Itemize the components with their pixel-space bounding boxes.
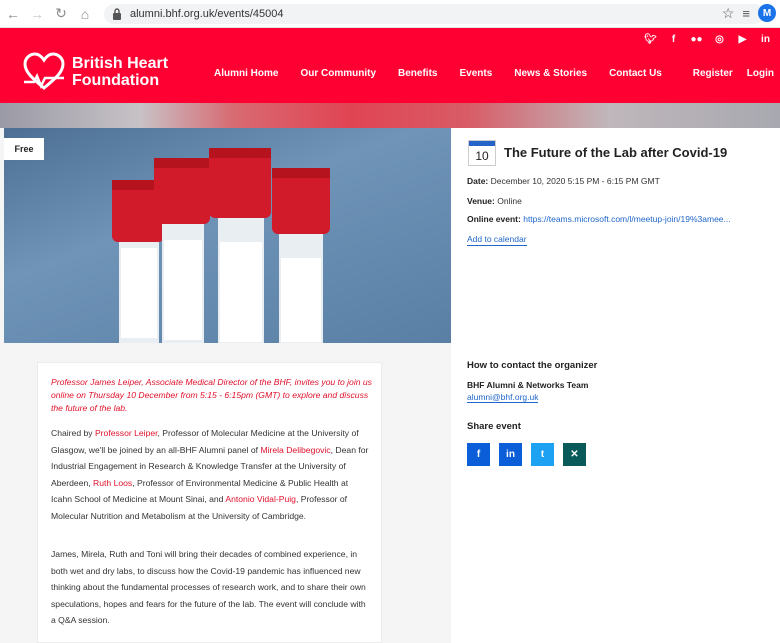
forward-icon[interactable]: → xyxy=(30,5,44,22)
event-venue-row xyxy=(467,196,522,206)
nav-benefits[interactable]: Benefits xyxy=(398,68,438,79)
discussion-paragraph: James, Mirela, Ruth and Toni will bring their decades of combined experience, in both wet and dry labs, to discuss how the Covid-19 pandemic has influenced new thinking about the fundamental processes of research work, and to share their own speculations, hopes and fears for the future of the lab. The event will conclude with a Q&A session. xyxy=(51,549,366,625)
panel-paragraph xyxy=(51,425,371,524)
share-buttons xyxy=(467,443,586,466)
antonio-link[interactable]: Antonio Vidal-Puig xyxy=(225,494,296,504)
flickr-icon[interactable]: ●● xyxy=(690,34,703,45)
nav-events[interactable]: Events xyxy=(459,68,493,79)
event-intro: Professor James Leiper, Associate Medical Director of the BHF, invites you to join us online on Thursday 10 December from 5:15 - 6:15pm (GMT) to explore and discuss the future of the lab. xyxy=(51,377,372,413)
user-nav xyxy=(693,68,774,79)
para-text: Chaired by xyxy=(51,428,95,438)
venue-label: Venue: xyxy=(467,196,495,206)
online-label: Online event: xyxy=(467,214,521,224)
lock-icon xyxy=(112,8,124,20)
browser-toolbar xyxy=(0,0,780,28)
linkedin-share-icon[interactable]: in xyxy=(499,443,522,466)
para-text: , Professor of Molecular Nutrition and Metabolism at the University of Cambridge. xyxy=(51,494,348,521)
sidebar-details xyxy=(451,343,780,643)
price-badge: Free xyxy=(4,138,44,160)
facebook-icon[interactable]: f xyxy=(671,34,676,45)
leiper-link[interactable]: Professor Leiper xyxy=(94,428,158,438)
event-description-card xyxy=(37,362,382,643)
add-to-calendar-link[interactable]: Add to calendar xyxy=(467,234,527,244)
nav-news-stories[interactable]: News & Stories xyxy=(514,68,588,79)
nav-our-community[interactable]: Our Community xyxy=(300,68,377,79)
date-label: Date: xyxy=(467,176,489,186)
nav-contact-us[interactable]: Contact Us xyxy=(609,68,662,79)
contact-heading: How to contact the organizer xyxy=(467,360,598,371)
ruth-link[interactable]: Ruth Loos xyxy=(93,477,133,488)
event-online-row xyxy=(467,214,731,224)
event-info-panel xyxy=(451,128,780,343)
organizer-name: BHF Alumni & Networks Team xyxy=(467,380,589,390)
logo-line2: Foundation xyxy=(72,72,160,89)
para-text: , Dean for Industrial Engagement in Research & Knowledge Transfer at the University of Aberdeen, xyxy=(51,444,369,488)
linkedin-icon[interactable]: in xyxy=(761,34,770,45)
twitter-share-icon[interactable]: t xyxy=(531,443,554,466)
main-nav xyxy=(214,68,684,79)
xing-share-icon[interactable]: ✕ xyxy=(563,443,586,466)
calendar-day: 10 xyxy=(475,149,489,163)
url-text: alumni.bhf.org.uk/events/45004 xyxy=(130,7,284,20)
blood-tubes-illustration xyxy=(4,128,451,343)
heart-logo-icon xyxy=(22,52,66,92)
hero-banner xyxy=(0,103,780,128)
mirela-link[interactable]: Mirela Delibegovic xyxy=(260,444,331,455)
youtube-icon[interactable]: ▶ xyxy=(738,34,747,45)
twitter-icon[interactable]: 🐦︎ xyxy=(644,34,657,45)
online-event-link[interactable]: https://teams.microsoft.com/l/meetup-join/19%3amee... xyxy=(523,214,731,224)
reload-icon[interactable]: ↻ xyxy=(55,5,67,21)
event-title: The Future of the Lab after Covid-19 xyxy=(504,145,728,160)
date-value: December 10, 2020 5:15 PM - 6:15 PM GMT xyxy=(490,176,660,186)
para-text: , Professor of Molecular Medicine at the University of Glasgow, we'll be joined by an all-BHF Alumni panel of xyxy=(51,428,359,455)
venue-value: Online xyxy=(497,196,522,206)
para-text: , Professor of Environmental Medicine & Public Health at Icahn School of Medicine at Mount Sinai, and xyxy=(51,477,349,504)
bookmark-star-icon[interactable]: ☆ xyxy=(721,4,735,21)
reading-list-icon[interactable]: ≡ xyxy=(742,5,750,21)
event-image xyxy=(4,128,451,343)
logo-line1: British Heart xyxy=(72,55,169,72)
nav-alumni-home[interactable]: Alumni Home xyxy=(214,68,279,79)
instagram-icon[interactable]: ◎ xyxy=(715,34,724,45)
calendar-icon xyxy=(468,140,496,166)
share-heading: Share event xyxy=(467,421,521,432)
social-links xyxy=(644,33,772,46)
back-icon[interactable]: ← xyxy=(6,5,20,22)
bhf-logo[interactable] xyxy=(22,52,168,92)
login-link[interactable]: Login xyxy=(746,68,774,79)
facebook-share-icon[interactable]: f xyxy=(467,443,490,466)
profile-avatar[interactable]: M xyxy=(758,4,776,22)
site-header xyxy=(0,28,780,103)
home-icon[interactable]: ⌂ xyxy=(80,5,90,22)
event-date-row xyxy=(467,176,660,186)
organizer-email-link[interactable]: alumni@bhf.org.uk xyxy=(467,392,539,402)
register-link[interactable]: Register xyxy=(692,68,733,79)
address-bar[interactable] xyxy=(104,4,764,24)
